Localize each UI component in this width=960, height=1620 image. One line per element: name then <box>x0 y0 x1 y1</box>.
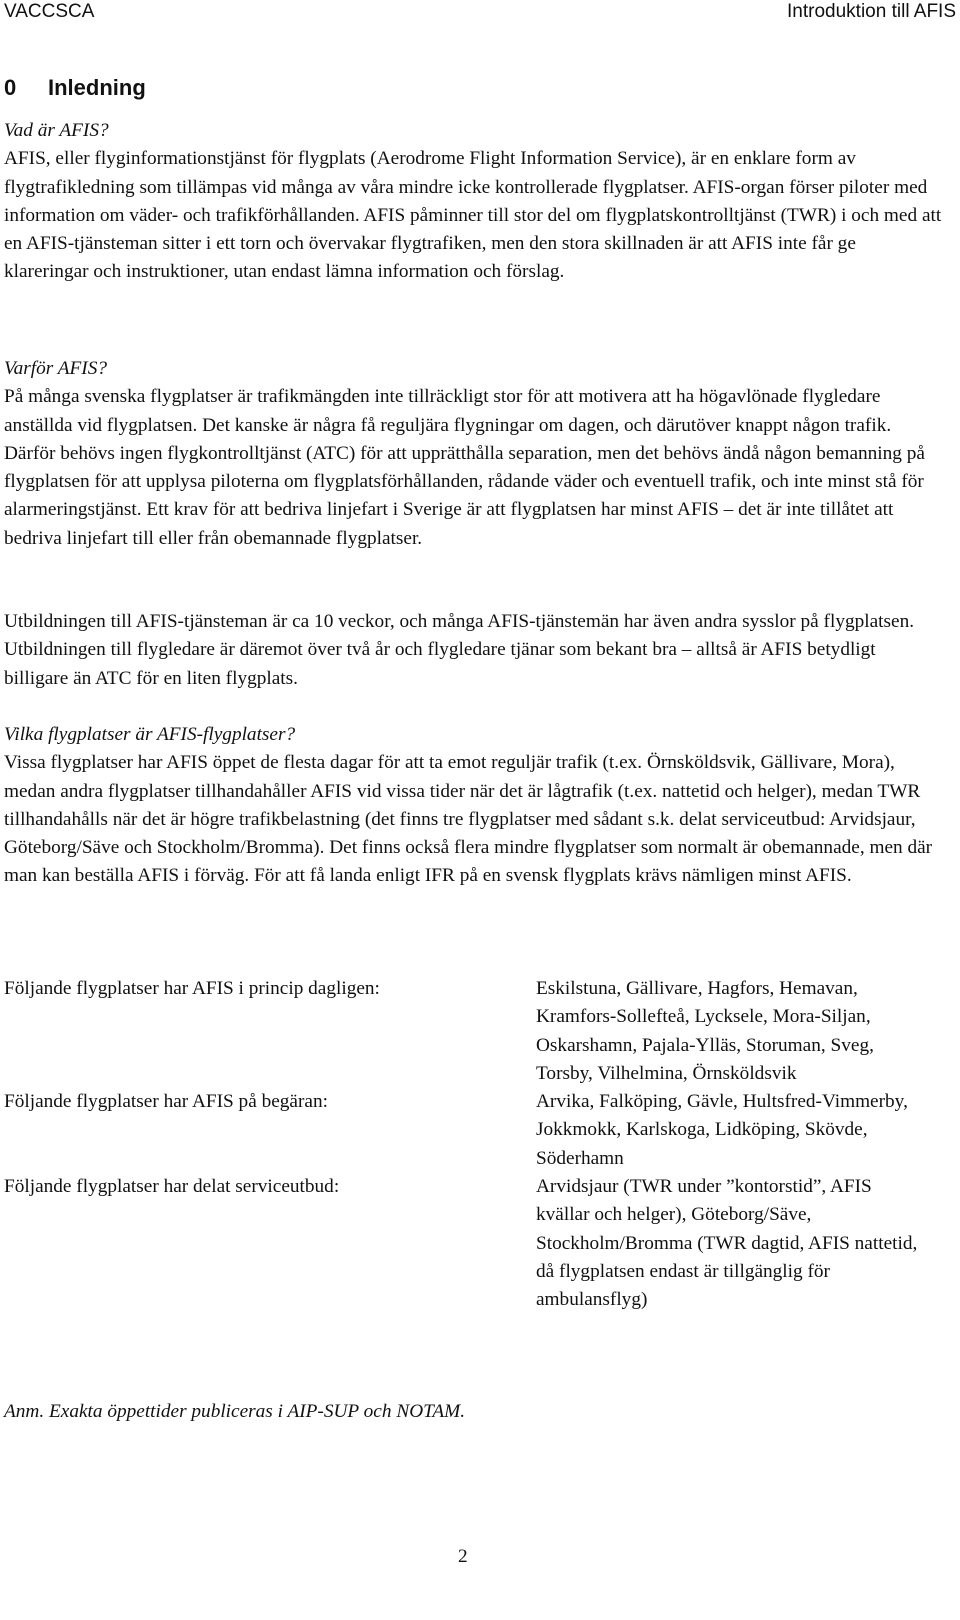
header-document-title: Introduktion till AFIS <box>787 1 956 22</box>
airport-list-value: Arvidsjaur (TWR under ”kontorstid”, AFIS kvällar och helger), Göteborg/Säve, Stockholm/Bromma (TWR dagtid, AFIS nattetid, då flygplatsen endast är tillgänglig för ambulansflyg) <box>536 1176 918 1311</box>
airport-list-row-on-request <box>4 1088 944 1173</box>
section-paragraph: Vissa flygplatser har AFIS öppet de flesta dagar för att ta emot reguljär trafik (t.ex. Örnsköldsvik, Gällivare, Mora), medan andra flygplatser tillhandahåller AFIS vid vissa tider när det är lågtrafik (t.ex. nattetid och helger), medan TWR tillhandahålls när det är högre trafikbelastning (det finns tre flygplatser med sådant s.k. delat serviceutbud: Arvidsjaur, Göteborg/Säve och Stockholm/Bromma). Det finns också flera mindre flygplatser som normalt är obemannade, men där man kan beställa AFIS i förväg. För att få landa enligt IFR på en svensk flygplats krävs nämligen minst AFIS. <box>4 752 933 887</box>
section-why-afis <box>4 355 944 553</box>
airport-list-value: Arvika, Falköping, Gävle, Hultsfred-Vimmerby, Jokkmokk, Karlskoga, Lidköping, Skövde, Söderhamn <box>536 1091 908 1169</box>
airport-list-label: Följande flygplatser har AFIS i princip dagligen: <box>4 978 380 999</box>
page-header <box>4 0 956 26</box>
chapter-number: 0 <box>4 75 17 100</box>
section-heading: Vilka flygplatser är AFIS-flygplatser? <box>4 724 296 745</box>
chapter-heading <box>4 74 146 102</box>
note-opening-hours: Anm. Exakta öppettider publiceras i AIP-SUP och NOTAM. <box>4 1401 466 1422</box>
airport-list-label: Följande flygplatser har AFIS på begäran: <box>4 1091 328 1113</box>
section-paragraph: Utbildningen till AFIS-tjänsteman är ca 10 veckor, och många AFIS-tjänstemän har även andra sysslor på flygplatsen. Utbildningen till flygledare är däremot över två år och flygledare tjänar som bekant bra – alltså är AFIS betydligt billigare än ATC för en liten flygplats. <box>4 611 915 689</box>
section-what-is-afis <box>4 117 944 287</box>
section-paragraph: På många svenska flygplatser är trafikmängden inte tillräckligt stor för att motivera att ha högavlönade flygledare anställda vid flygplatsen. Det kanske är några få reguljära flygningar om dagen, och därutöver knappt någon trafik. Därför behövs ingen flygkontrolltjänst (ATC) för att upprätthålla separation, men det behövs ändå någon bemanning på flygplatsen för att upplysa piloterna om flygplatsförhållanden, rådande väder och eventuell trafik, och inte minst stå för alarmeringstjänst. Ett krav för att bedriva linjefart i Sverige är att flygplatsen har minst AFIS – det är inte tillåtet att bedriva linjefart till eller från obemannade flygplatser. <box>4 386 925 549</box>
airport-list <box>4 975 944 1315</box>
airport-list-row-daily <box>4 975 944 1088</box>
chapter-title: Inledning <box>48 75 146 100</box>
airport-list-label: Följande flygplatser har delat serviceutbud: <box>4 1176 340 1198</box>
airport-list-value: Eskilstuna, Gällivare, Hagfors, Hemavan, Kramfors-Sollefteå, Lycksele, Mora-Siljan, Oskarshamn, Pajala-Ylläs, Storuman, Sveg, Torsby, Vilhelmina, Örnsköldsvik <box>536 978 874 1084</box>
section-training <box>4 608 944 693</box>
airport-list-row-shared-service <box>4 1173 944 1314</box>
page-number: 2 <box>458 1546 468 1567</box>
section-paragraph: AFIS, eller flyginformationstjänst för flygplats (Aerodrome Flight Information Service), är en enklare form av flygtrafikledning som tillämpas vid många av våra mindre icke kontrollerade flygplatser. AFIS-organ förser piloter med information om väder- och trafikförhållanden. AFIS påminner till stor del om flygplatskontrolltjänst (TWR) i och med att en AFIS-tjänsteman sitter i ett torn och övervakar flygtrafiken, men den stora skillnaden är att AFIS inte får ge klareringar och instruktioner, utan endast lämna information och förslag. <box>4 148 942 283</box>
section-heading: Vad är AFIS? <box>4 120 109 141</box>
section-heading: Varför AFIS? <box>4 358 108 379</box>
section-which-airports <box>4 721 944 891</box>
header-organization: VACCSCA <box>4 1 95 22</box>
